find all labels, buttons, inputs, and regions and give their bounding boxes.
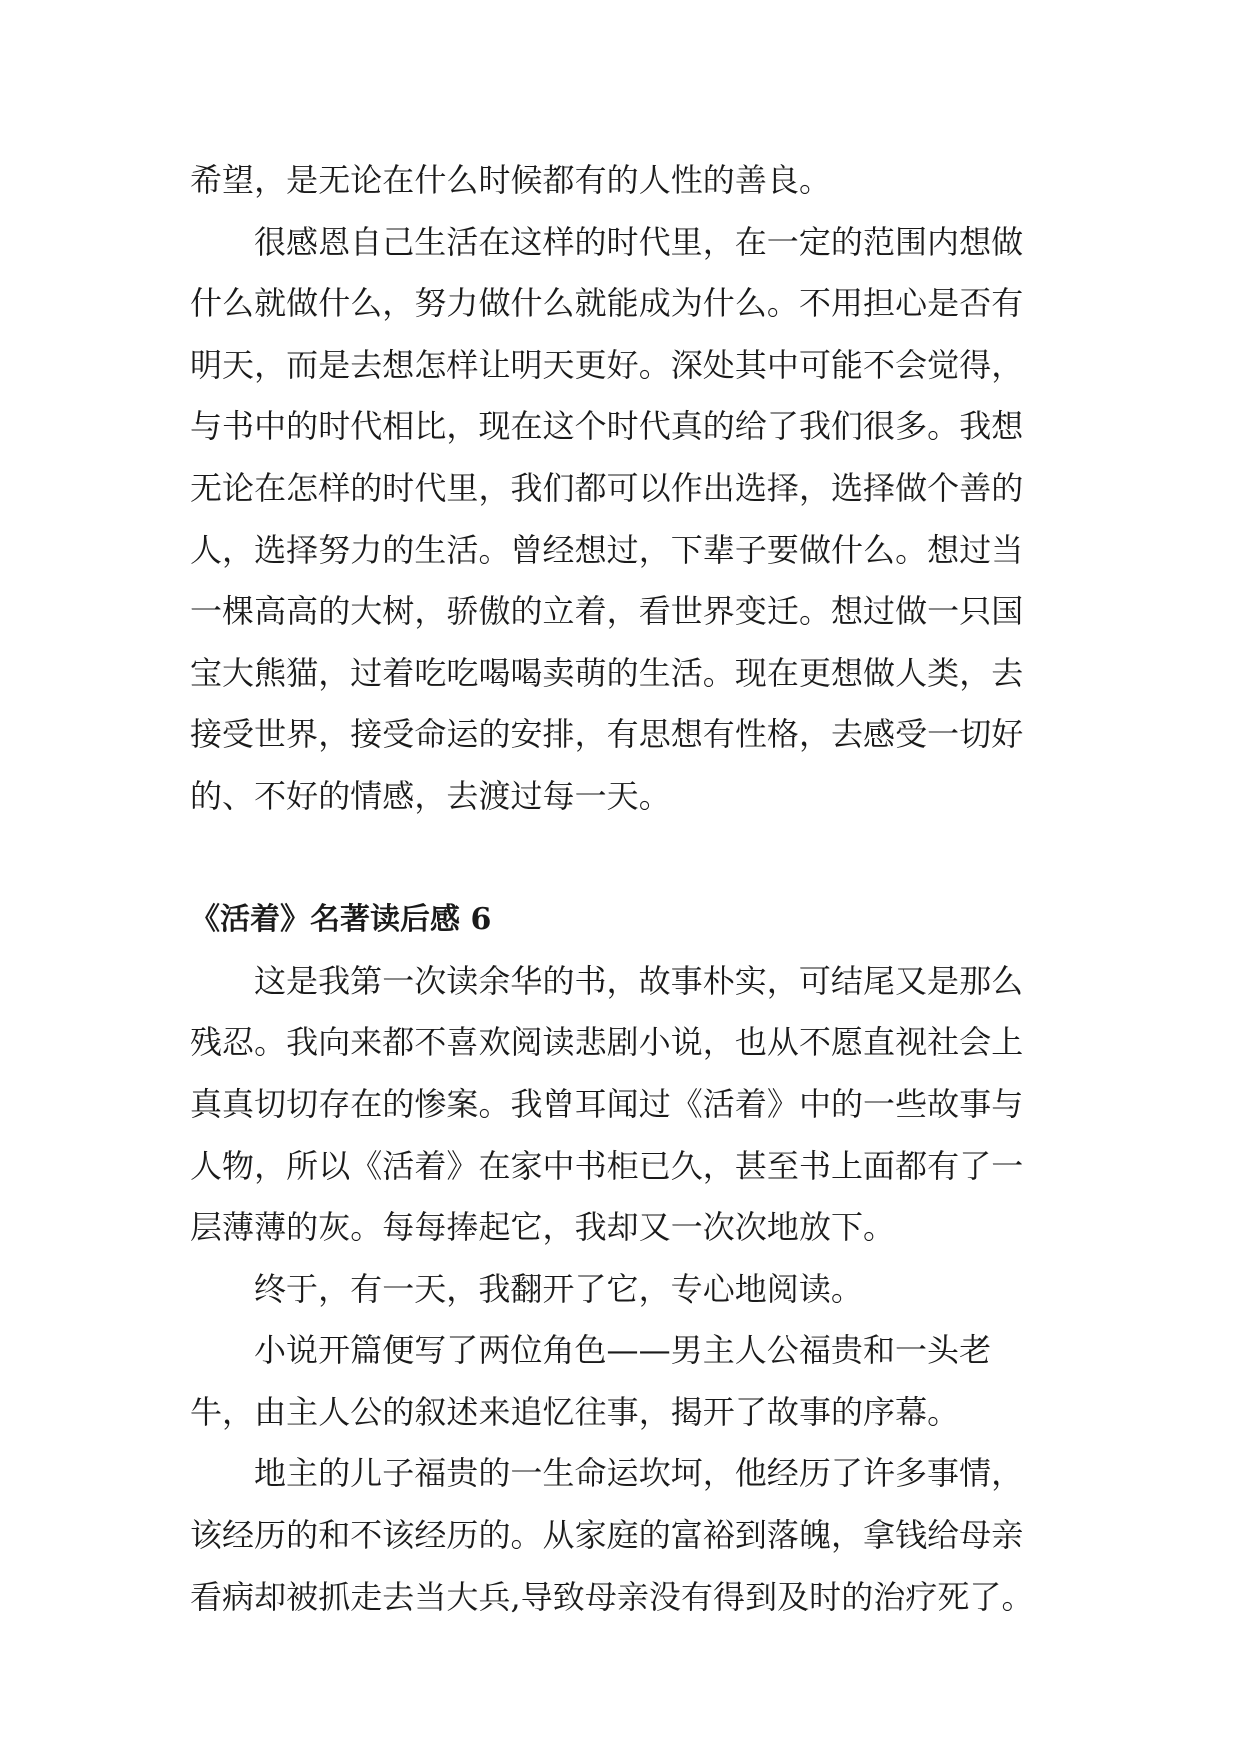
text-line: 什么就做什么，努力做什么就能成为什么。不用担心是否有 [190, 284, 1024, 323]
paragraph-finally [190, 1259, 1056, 1321]
text-line: 人，选择努力的生活。曾经想过，下辈子要做什么。想过当 [190, 530, 1024, 569]
text-line: 该经历的和不该经历的。从家庭的富裕到落魄，拿钱给母亲 [190, 1516, 1024, 1555]
text-line: 无论在怎样的时代里，我们都可以作出选择，选择做个善的 [190, 468, 1024, 507]
text-line: 这是我第一次读余华的书，故事朴实，可结尾又是那么 [254, 961, 1024, 1000]
text-line: 真真切切存在的惨案。我曾耳闻过《活着》中的一些故事与 [190, 1084, 1024, 1123]
text-line: 残忍。我向来都不喜欢阅读悲剧小说，也从不愿直视社会上 [190, 1023, 1024, 1062]
text-line: 宝大熊猫，过着吃吃喝喝卖萌的生活。现在更想做人类，去 [190, 653, 1024, 692]
text-line: 终于，有一天，我翻开了它，专心地阅读。 [254, 1269, 863, 1308]
paragraph-gratitude [190, 212, 1056, 828]
text-line: 明天，而是去想怎样让明天更好。深处其中可能不会觉得， [190, 345, 1024, 384]
document-page [190, 150, 1056, 1628]
text-line: 很感恩自己生活在这样的时代里，在一定的范围内想做 [254, 222, 1024, 261]
text-line: 地主的儿子福贵的一生命运坎坷，他经历了许多事情， [254, 1454, 1024, 1493]
text-line: 人物，所以《活着》在家中书柜已久，甚至书上面都有了一 [190, 1146, 1024, 1185]
section-heading: 《活着》名著读后感 6 [190, 902, 492, 938]
text-line: 接受世界，接受命运的安排，有思想有性格，去感受一切好 [190, 715, 1024, 754]
paragraph-hope [190, 150, 1056, 212]
spacer [190, 828, 1056, 890]
text-line: 小说开篇便写了两位角色——男主人公福贵和一头老 [254, 1331, 992, 1370]
text-line: 一棵高高的大树，骄傲的立着，看世界变迁。想过做一只国 [190, 592, 1024, 631]
text-line: 希望，是无论在什么时候都有的人性的善良。 [190, 161, 832, 199]
text-line: 层薄薄的灰。每每捧起它，我却又一次次地放下。 [190, 1208, 896, 1247]
text-line: 的、不好的情感，去渡过每一天。 [190, 776, 671, 815]
text-line: 与书中的时代相比，现在这个时代真的给了我们很多。我想 [190, 407, 1024, 446]
text-line: 看病却被抓走去当大兵,导致母亲没有得到及时的治疗死了。 [190, 1577, 1034, 1616]
text-line: 牛，由主人公的叙述来追忆往事，揭开了故事的序幕。 [190, 1392, 960, 1431]
paragraph-first-read [190, 951, 1056, 1259]
paragraph-fugui [190, 1443, 1056, 1628]
paragraph-opening [190, 1320, 1056, 1443]
